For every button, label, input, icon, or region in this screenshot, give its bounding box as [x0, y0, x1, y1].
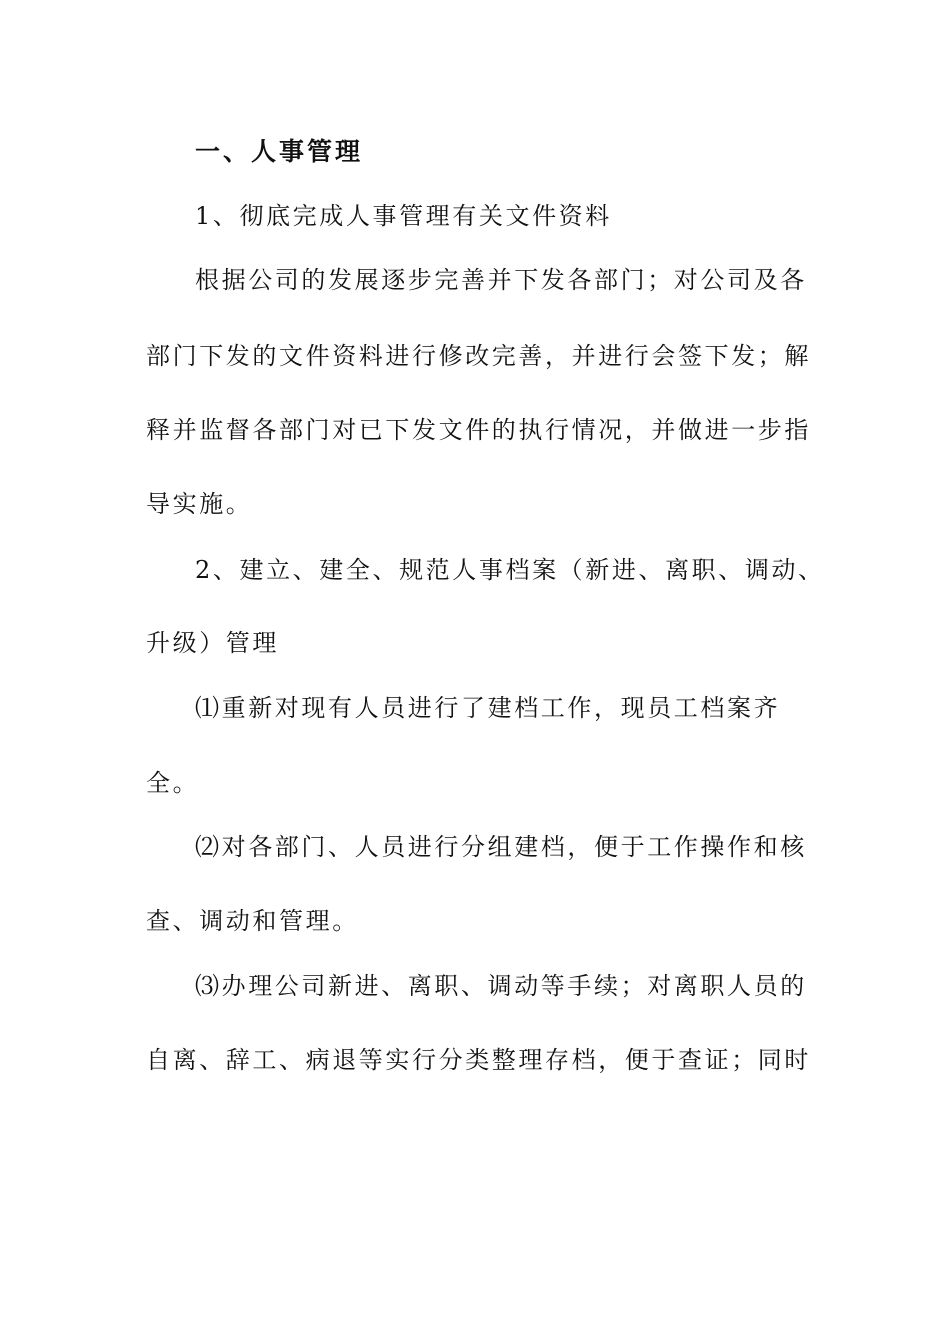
list-item-3-cont: 自离、辞工、病退等实行分类整理存档，便于查证；同时 [146, 1046, 811, 1074]
section-heading: 一、人事管理 [195, 137, 364, 166]
list-item-3: ⑶办理公司新进、离职、调动等手续；对离职人员的 [195, 972, 807, 1000]
paragraph-line: 部门下发的文件资料进行修改完善，并进行会签下发；解 [146, 342, 811, 370]
paragraph-line: 根据公司的发展逐步完善并下发各部门；对公司及各 [195, 266, 807, 294]
list-item-2: ⑵对各部门、人员进行分组建档，便于工作操作和核 [195, 833, 807, 861]
subsection-title-1: 1、彻底完成人事管理有关文件资料 [195, 202, 612, 230]
list-item-1: ⑴重新对现有人员进行了建档工作，现员工档案齐 [195, 694, 781, 722]
subsection-title-2: 2、建立、建全、规范人事档案（新进、离职、调动、 [195, 556, 825, 584]
subsection-title-2-cont: 升级）管理 [146, 629, 279, 657]
list-item-1-cont: 全。 [146, 769, 200, 797]
list-item-2-cont: 查、调动和管理。 [146, 907, 359, 935]
paragraph-line: 释并监督各部门对已下发文件的执行情况，并做进一步指 [146, 416, 811, 444]
paragraph-line: 导实施。 [146, 490, 253, 518]
